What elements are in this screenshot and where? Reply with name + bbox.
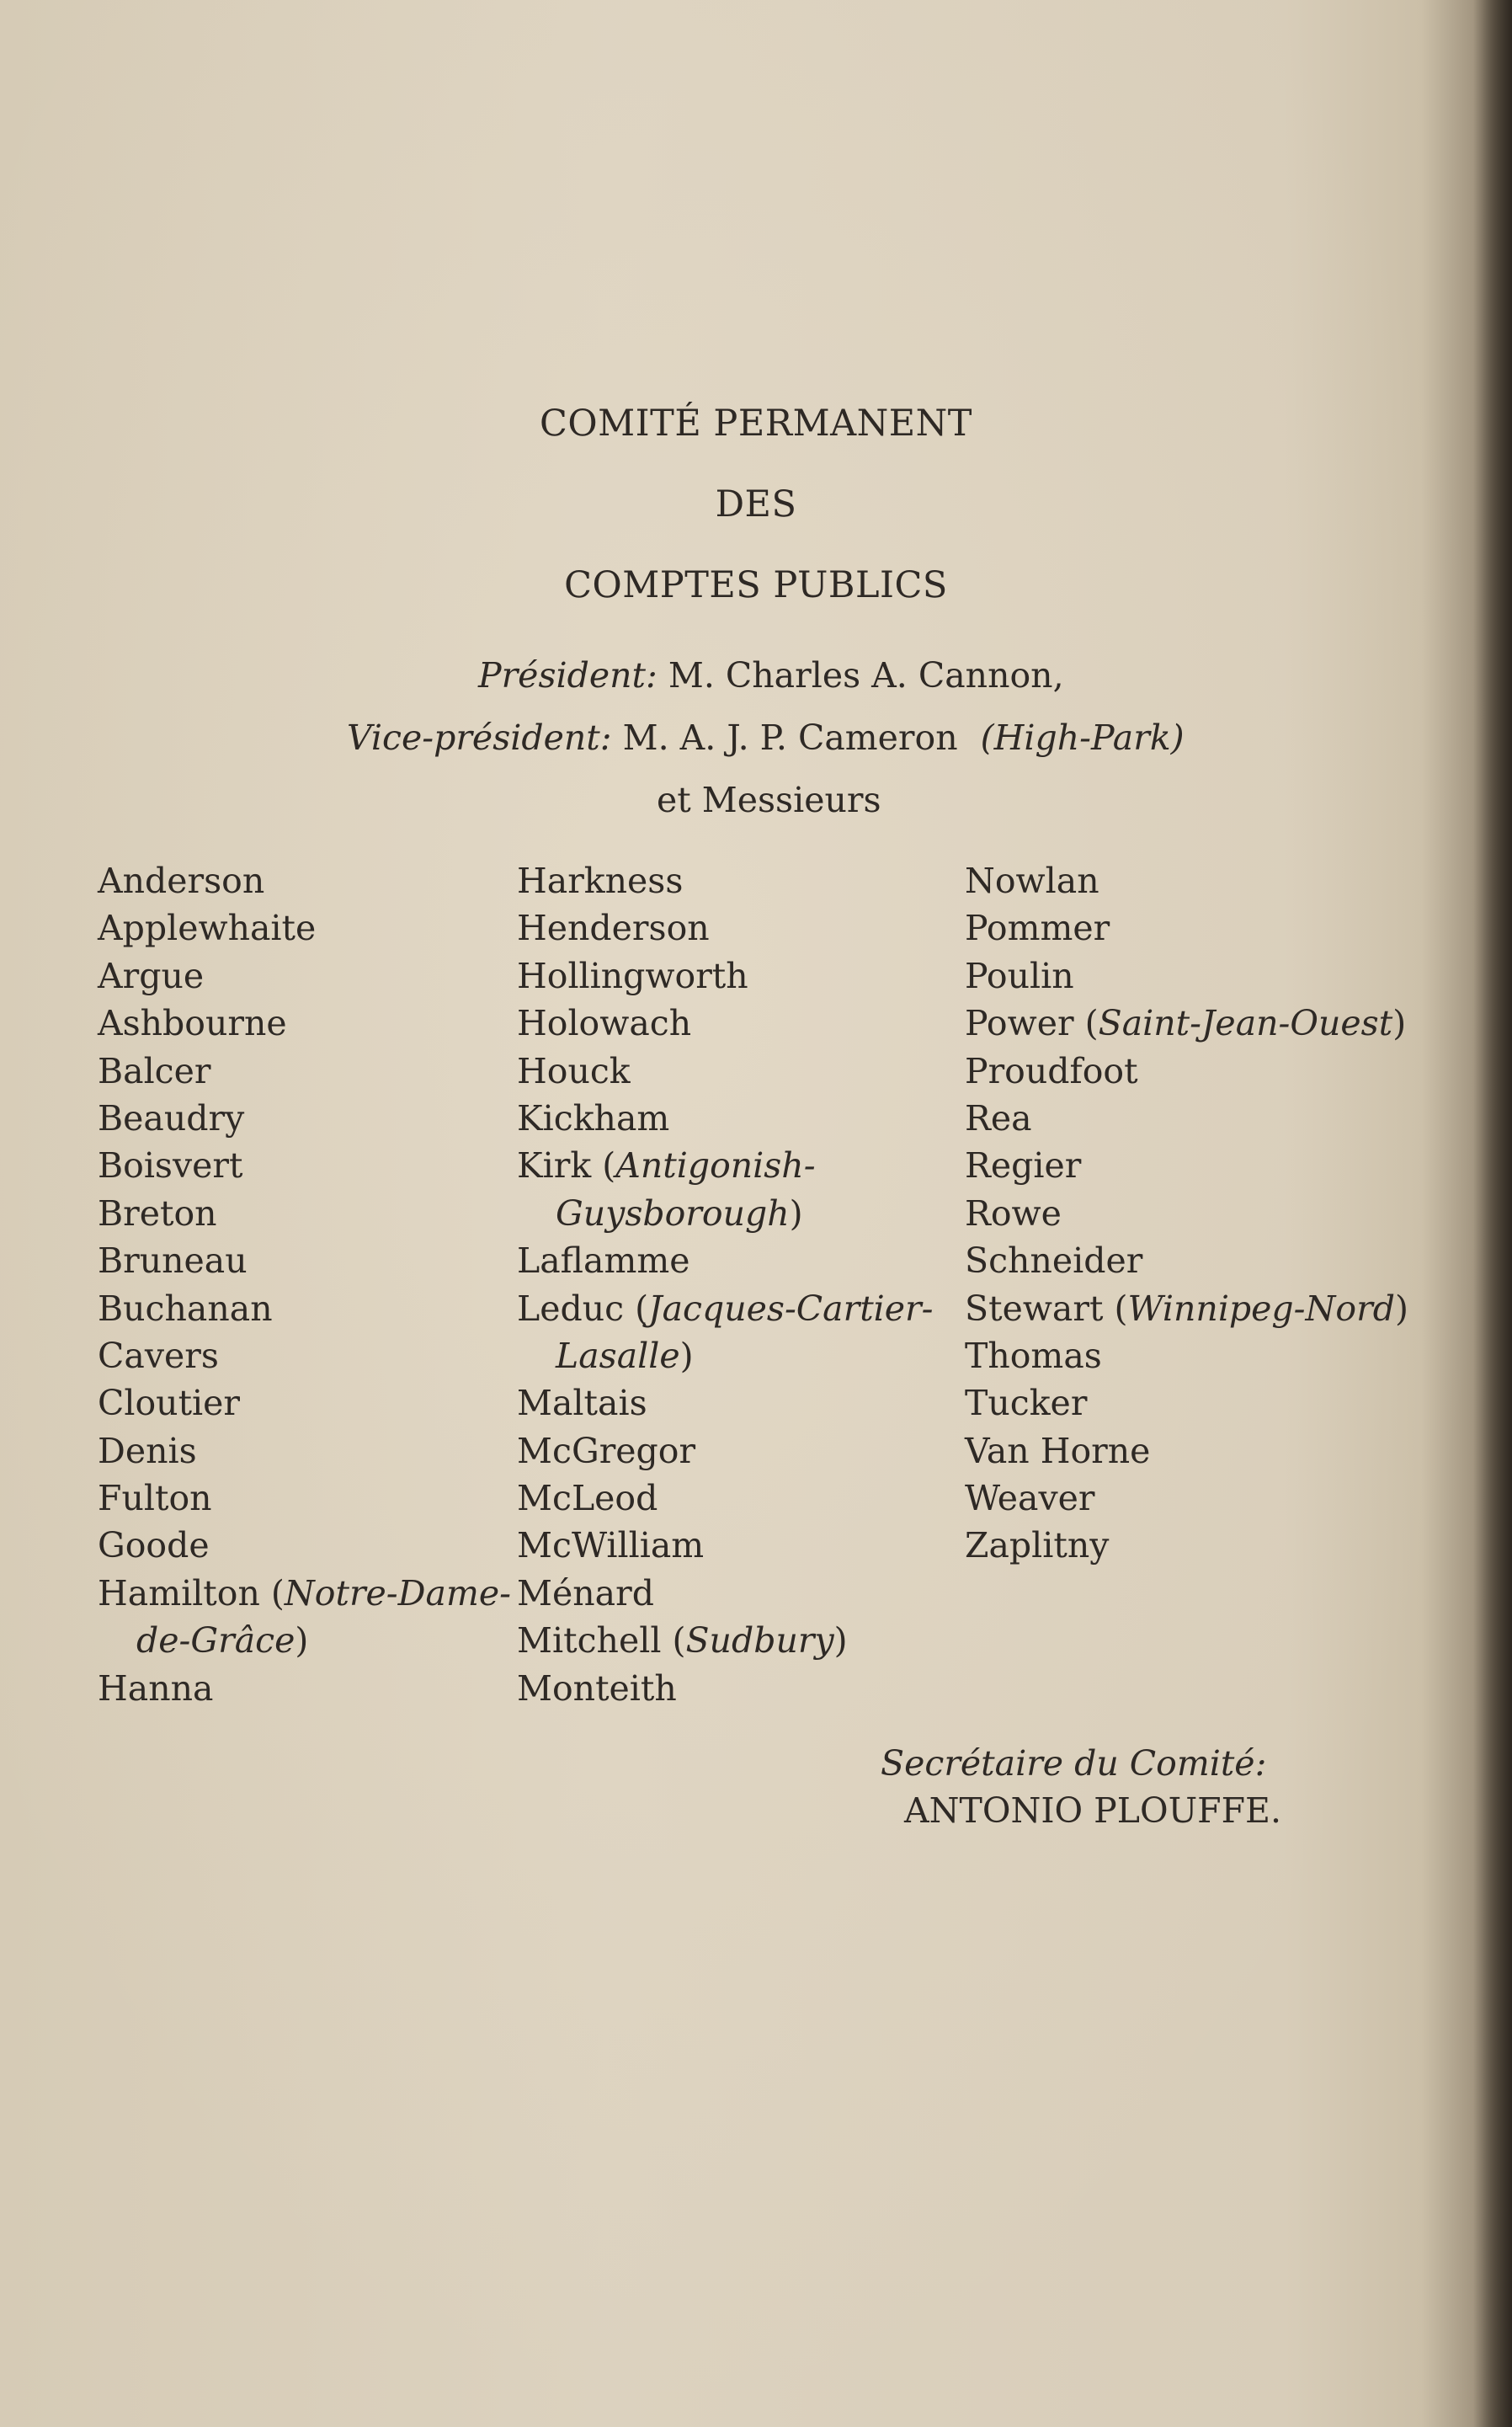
member-entry [965, 1379, 1408, 1427]
member-entry [98, 952, 511, 1000]
member-name: Henderson [517, 908, 710, 949]
member-name: Tucker [965, 1383, 1088, 1424]
member-entry [98, 1617, 511, 1664]
member-entry [965, 952, 1408, 1000]
member-entry [517, 1427, 934, 1475]
member-riding-continued: Guysborough [556, 1192, 790, 1234]
member-entry [517, 1522, 934, 1569]
member-entry [517, 1237, 934, 1284]
member-entry [98, 1427, 511, 1475]
member-entry [965, 1237, 1408, 1284]
member-name: Pommer [965, 908, 1110, 949]
member-entry [965, 1332, 1408, 1379]
and-gentlemen: et Messieurs [657, 780, 881, 820]
member-entry [517, 1000, 934, 1047]
member-name: Harkness [517, 861, 684, 901]
member-entry [98, 1332, 511, 1379]
member-entry [517, 1190, 934, 1237]
president-name: M. Charles A. Cannon, [668, 655, 1064, 696]
vice-president-line [347, 717, 1185, 758]
member-entry [517, 1379, 934, 1427]
member-entry [517, 1665, 934, 1712]
member-entry [98, 857, 511, 904]
member-name: Power ( [965, 1003, 1099, 1044]
member-name: Thomas [965, 1335, 1102, 1376]
member-entry [98, 1190, 511, 1237]
vice-president-riding: (High-Park) [980, 717, 1185, 758]
member-riding-close: ) [1394, 1288, 1408, 1329]
secretary-label [881, 1743, 1266, 1784]
member-entry [517, 1285, 934, 1332]
member-entry [965, 1190, 1408, 1237]
member-entry [517, 1048, 934, 1095]
members-column-3 [965, 857, 1408, 1570]
member-entry [965, 1475, 1408, 1522]
committee-title-des: DES [715, 483, 797, 525]
member-name: Anderson [98, 861, 265, 901]
member-name: Goode [98, 1525, 210, 1566]
member-name: McGregor [517, 1430, 696, 1471]
member-name: Fulton [98, 1478, 212, 1519]
member-riding-continued: Lasalle [556, 1335, 680, 1376]
president-line [478, 655, 1064, 696]
member-entry [517, 1570, 934, 1617]
vice-president-name: M. A. J. P. Cameron [622, 717, 958, 758]
member-riding-close: ) [679, 1335, 694, 1376]
member-name: Hollingworth [517, 955, 748, 996]
member-name: Proudfoot [965, 1050, 1138, 1091]
member-name: Kickham [517, 1097, 670, 1139]
member-name: Hamilton ( [98, 1572, 285, 1614]
member-name: Stewart ( [965, 1288, 1128, 1329]
member-entry [98, 1095, 511, 1142]
member-entry [517, 1095, 934, 1142]
member-name: Applewhaite [98, 908, 317, 949]
member-name: Ménard [517, 1572, 654, 1614]
member-name: Argue [98, 955, 205, 996]
member-name: Zaplitny [965, 1525, 1110, 1566]
member-name: Boisvert [98, 1145, 243, 1187]
president-label: Président: [478, 655, 658, 696]
member-riding-close: ) [833, 1620, 848, 1662]
member-name: Regier [965, 1145, 1082, 1187]
member-name: Mitchell ( [517, 1620, 686, 1662]
member-entry [965, 1142, 1408, 1189]
committee-title-comptes: COMPTES PUBLICS [564, 564, 948, 606]
member-name: Rea [965, 1097, 1032, 1139]
member-name: Laflamme [517, 1240, 690, 1282]
member-name: Denis [98, 1430, 197, 1471]
member-entry [98, 1475, 511, 1522]
member-riding-close: ) [1392, 1003, 1407, 1044]
member-entry [517, 904, 934, 952]
member-entry [517, 857, 934, 904]
member-riding: Antigonish- [615, 1145, 816, 1187]
vice-president-label: Vice-président: [347, 717, 612, 758]
member-name: Poulin [965, 955, 1074, 996]
members-column-2 [517, 857, 934, 1712]
member-entry [517, 1142, 934, 1189]
member-name: Buchanan [98, 1288, 273, 1329]
member-name: Breton [98, 1192, 217, 1234]
member-entry [965, 1522, 1408, 1569]
member-name: Cloutier [98, 1383, 241, 1424]
member-name: Nowlan [965, 861, 1099, 901]
member-entry [517, 1617, 934, 1664]
member-entry [965, 857, 1408, 904]
member-name: McWilliam [517, 1525, 705, 1566]
member-entry [98, 1379, 511, 1427]
member-name: Holowach [517, 1003, 692, 1044]
member-name: McLeod [517, 1478, 658, 1519]
member-riding: Sudbury [685, 1620, 834, 1662]
member-name: Rowe [965, 1192, 1062, 1234]
member-riding-close: ) [789, 1192, 803, 1234]
member-name: Maltais [517, 1383, 647, 1424]
member-entry [98, 1000, 511, 1047]
member-name: Weaver [965, 1478, 1095, 1519]
member-name: Ashbourne [98, 1003, 287, 1044]
member-name: Leduc ( [517, 1288, 649, 1329]
book-spine-shadow [1473, 0, 1512, 2427]
member-riding: Jacques-Cartier- [648, 1288, 934, 1329]
member-name: Beaudry [98, 1097, 245, 1139]
member-riding-continued: de-Grâce [136, 1620, 295, 1662]
member-name: Cavers [98, 1335, 219, 1376]
member-riding: Notre-Dame- [284, 1572, 511, 1614]
member-name: Balcer [98, 1050, 211, 1091]
member-name: Van Horne [965, 1430, 1151, 1471]
member-entry [965, 1427, 1408, 1475]
member-riding: Saint-Jean-Ouest [1098, 1003, 1393, 1044]
committee-title: COMITÉ PERMANENT [539, 403, 972, 445]
member-name: Schneider [965, 1240, 1143, 1282]
member-name: Bruneau [98, 1240, 248, 1282]
secretary-name: ANTONIO PLOUFFE. [904, 1790, 1281, 1831]
member-entry [517, 952, 934, 1000]
member-entry [965, 1095, 1408, 1142]
member-entry [98, 1048, 511, 1095]
member-name: Kirk ( [517, 1145, 616, 1187]
member-name: Monteith [517, 1667, 677, 1709]
member-entry [965, 904, 1408, 952]
member-entry [98, 1237, 511, 1284]
member-entry [98, 904, 511, 952]
member-entry [98, 1285, 511, 1332]
member-riding: Winnipeg-Nord [1127, 1288, 1395, 1329]
members-column-1 [98, 857, 511, 1712]
member-entry [98, 1665, 511, 1712]
secretary-label-text: Secrétaire du Comité: [881, 1743, 1267, 1784]
member-entry [98, 1522, 511, 1569]
member-entry [965, 1048, 1408, 1095]
member-entry [965, 1285, 1408, 1332]
member-riding-close: ) [295, 1620, 309, 1662]
member-name: Houck [517, 1050, 631, 1091]
member-entry [98, 1570, 511, 1617]
member-entry [517, 1332, 934, 1379]
member-entry [98, 1142, 511, 1189]
member-name: Hanna [98, 1667, 214, 1709]
member-entry [517, 1475, 934, 1522]
member-entry [965, 1000, 1408, 1047]
